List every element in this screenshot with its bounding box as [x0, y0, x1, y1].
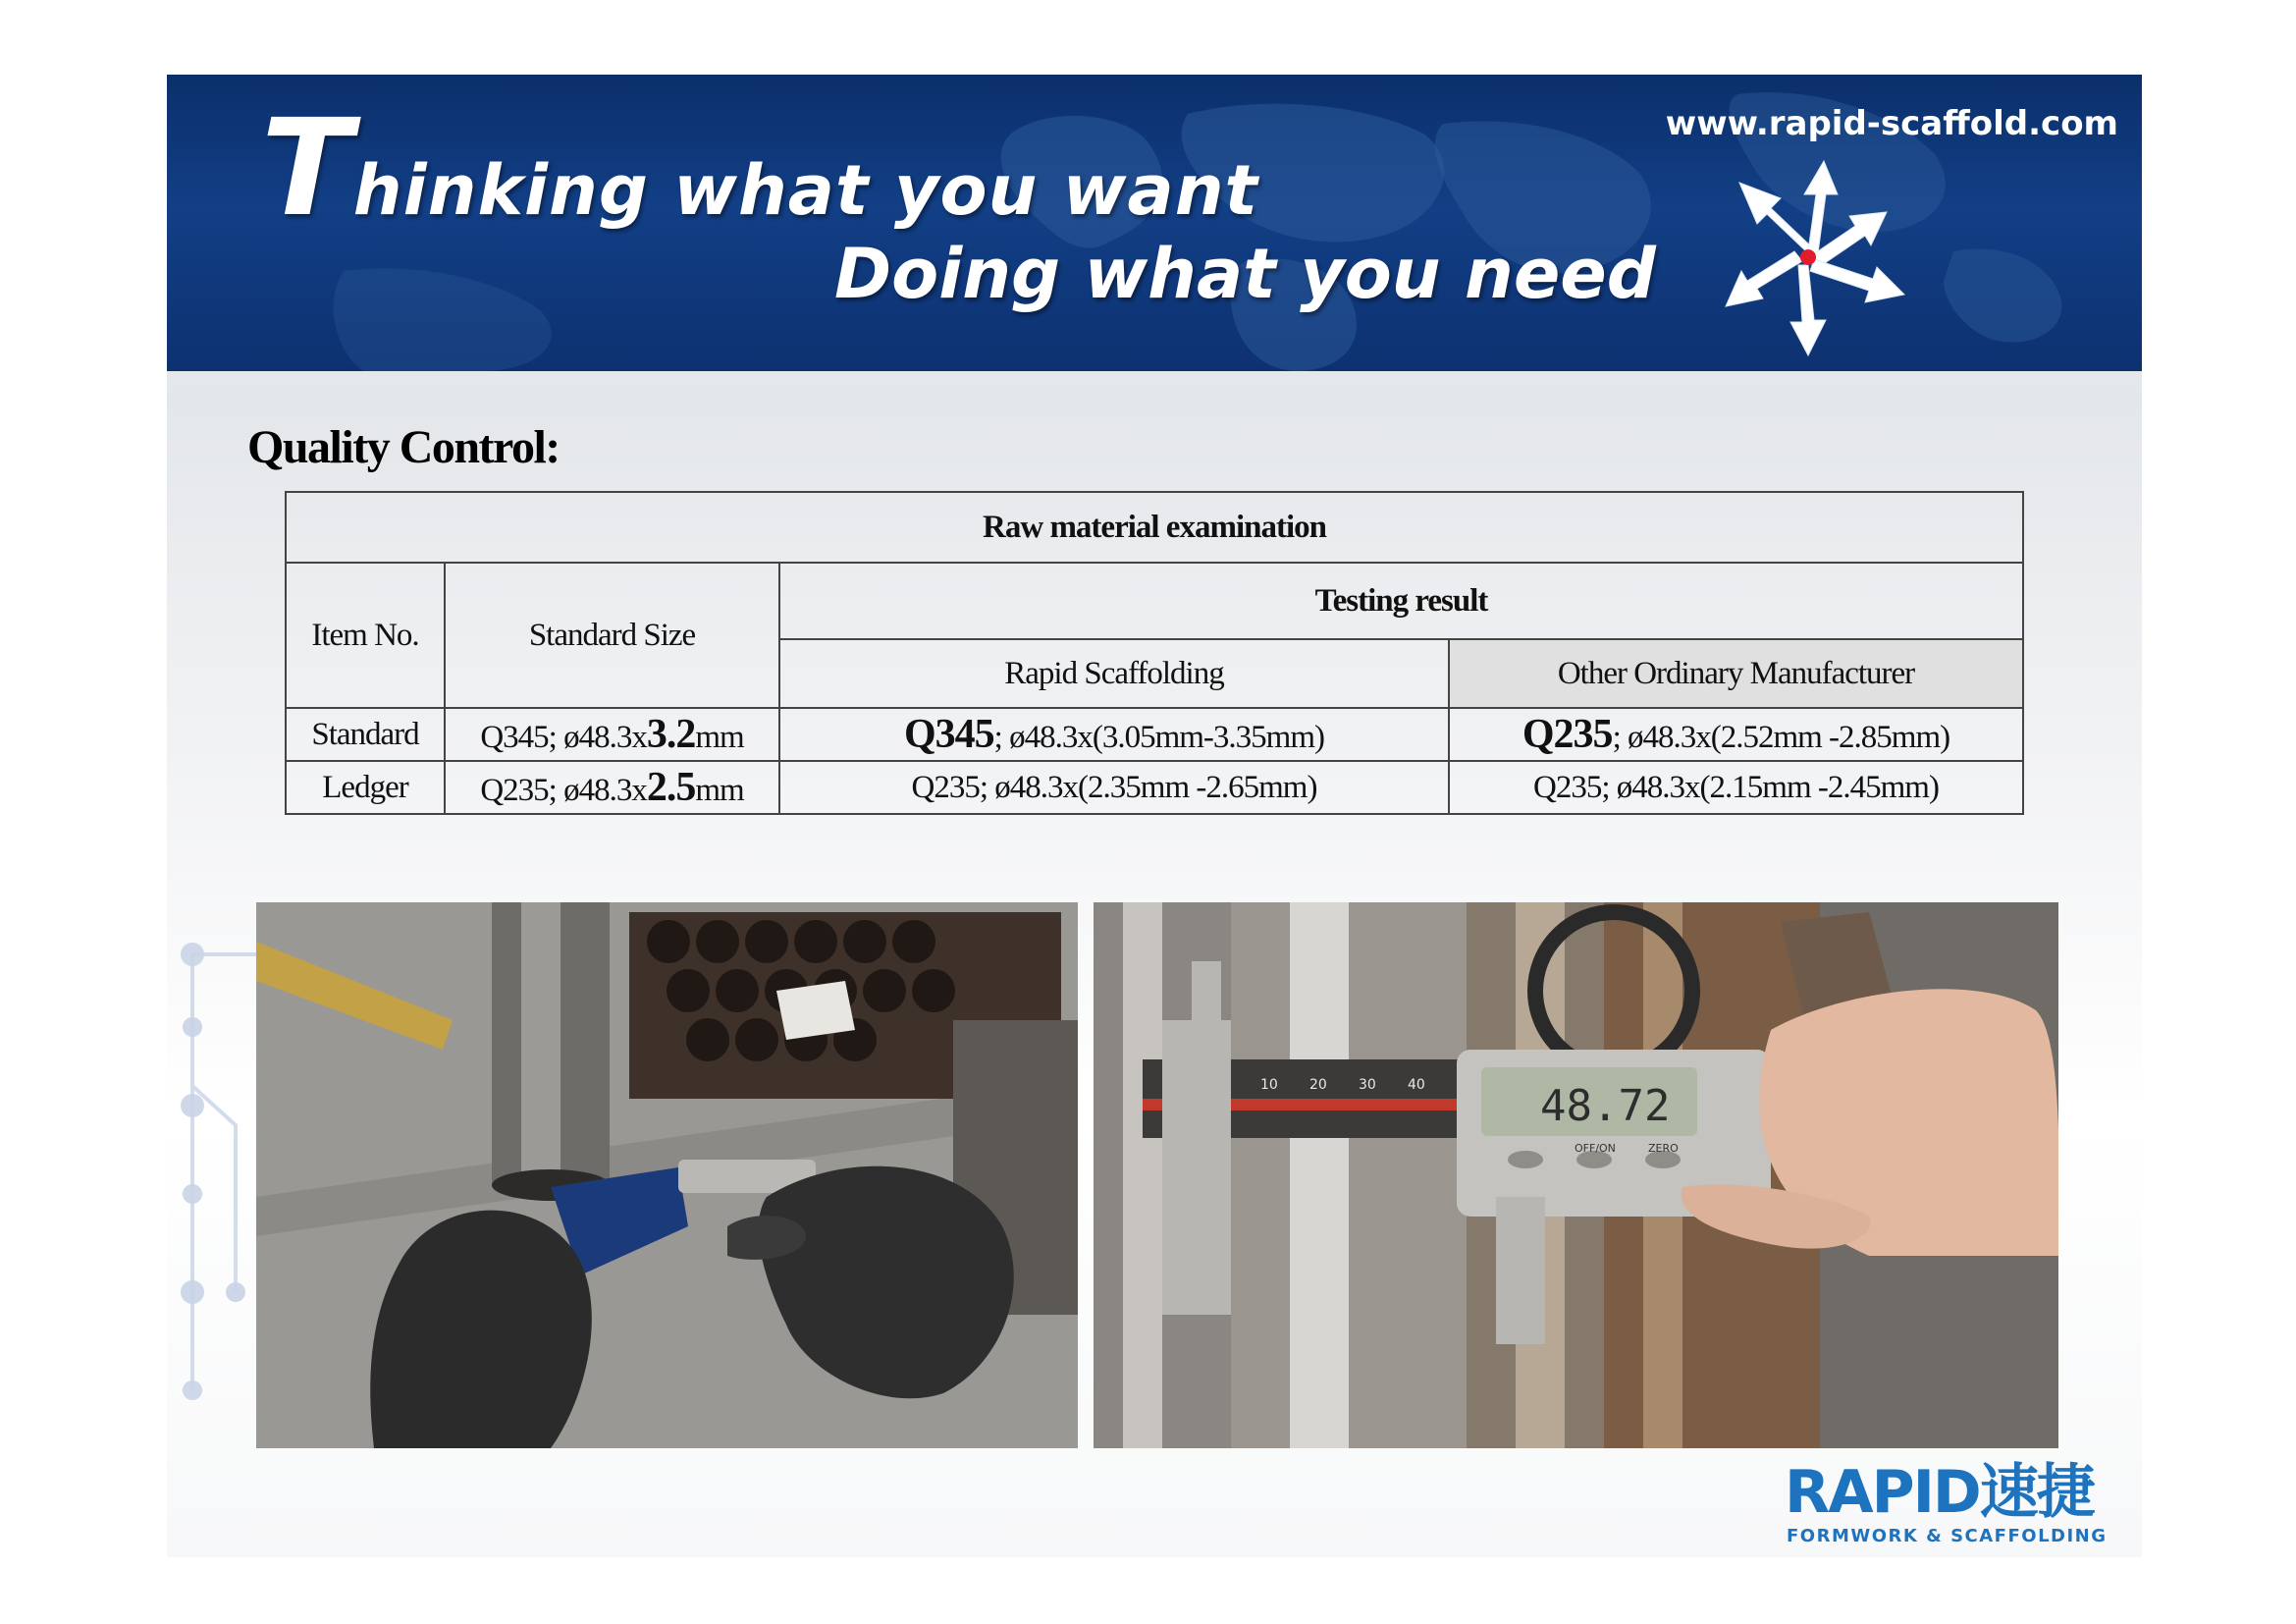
caliper-display-reading: 48.72: [1540, 1081, 1671, 1131]
table-row: [286, 708, 2023, 761]
raw-material-table: [285, 491, 2024, 815]
caliper-zero-label: ZERO: [1648, 1142, 1679, 1155]
table-row: [286, 761, 2023, 814]
slogan-initial-letter: T: [261, 91, 353, 246]
other-result-cell: [1449, 708, 2023, 761]
svg-text:10: 10: [1260, 1077, 1278, 1093]
column-header-other: Other Ordinary Manufacturer: [1449, 639, 2023, 708]
section-heading: Quality Control:: [247, 421, 560, 473]
size-prefix: Q235; ø48.3x: [480, 773, 647, 808]
caliper-photo: [1094, 902, 2058, 1448]
column-header-standard-size: Standard Size: [445, 563, 779, 708]
svg-text:40: 40: [1408, 1077, 1425, 1093]
size-unit: mm: [695, 720, 744, 755]
size-prefix: Q345; ø48.3x: [480, 720, 647, 755]
logo-tagline: FORMWORK & SCAFFOLDING: [1787, 1526, 2108, 1546]
item-cell: Standard: [286, 708, 445, 761]
other-grade: Q235: [1522, 712, 1613, 757]
column-header-testing-result: Testing result: [779, 563, 2023, 639]
size-cell: [445, 761, 779, 814]
other-result-cell: Q235; ø48.3x(2.15mm -2.45mm): [1449, 761, 2023, 814]
company-logo: [1785, 1458, 2118, 1549]
column-header-item-no: Item No.: [286, 563, 445, 708]
svg-text:20: 20: [1309, 1077, 1327, 1093]
rapid-result-cell: Q235; ø48.3x(2.35mm -2.65mm): [779, 761, 1449, 814]
header-banner: [167, 75, 2142, 371]
size-thickness: 3.2: [646, 712, 696, 757]
size-thickness: 2.5: [646, 765, 696, 810]
size-cell: [445, 708, 779, 761]
rapid-grade: Q345: [904, 712, 994, 757]
slogan-line-1-text: hinking what you want: [352, 150, 1258, 231]
svg-text:30: 30: [1359, 1077, 1376, 1093]
size-unit: mm: [695, 773, 744, 808]
rapid-result-text: ; ø48.3x(3.05mm-3.35mm): [993, 720, 1324, 755]
micrometer-photo: [256, 902, 1078, 1448]
website-url[interactable]: www.rapid-scaffold.com: [1665, 104, 2118, 143]
slogan-line-1: [261, 91, 1258, 246]
other-result-text: ; ø48.3x(2.52mm -2.85mm): [1612, 720, 1950, 755]
slide: [167, 75, 2142, 1557]
arrow-burst-icon: [1698, 155, 1924, 361]
slogan-line-2: Doing what you need: [834, 234, 1656, 314]
column-header-rapid: Rapid Scaffolding: [779, 639, 1449, 708]
table-title: Raw material examination: [286, 492, 2023, 563]
rapid-result-cell: [779, 708, 1449, 761]
item-cell: Ledger: [286, 761, 445, 814]
logo-wordmark: RAPID速捷: [1785, 1458, 2094, 1527]
caliper-onoff-label: OFF/ON: [1575, 1142, 1616, 1155]
